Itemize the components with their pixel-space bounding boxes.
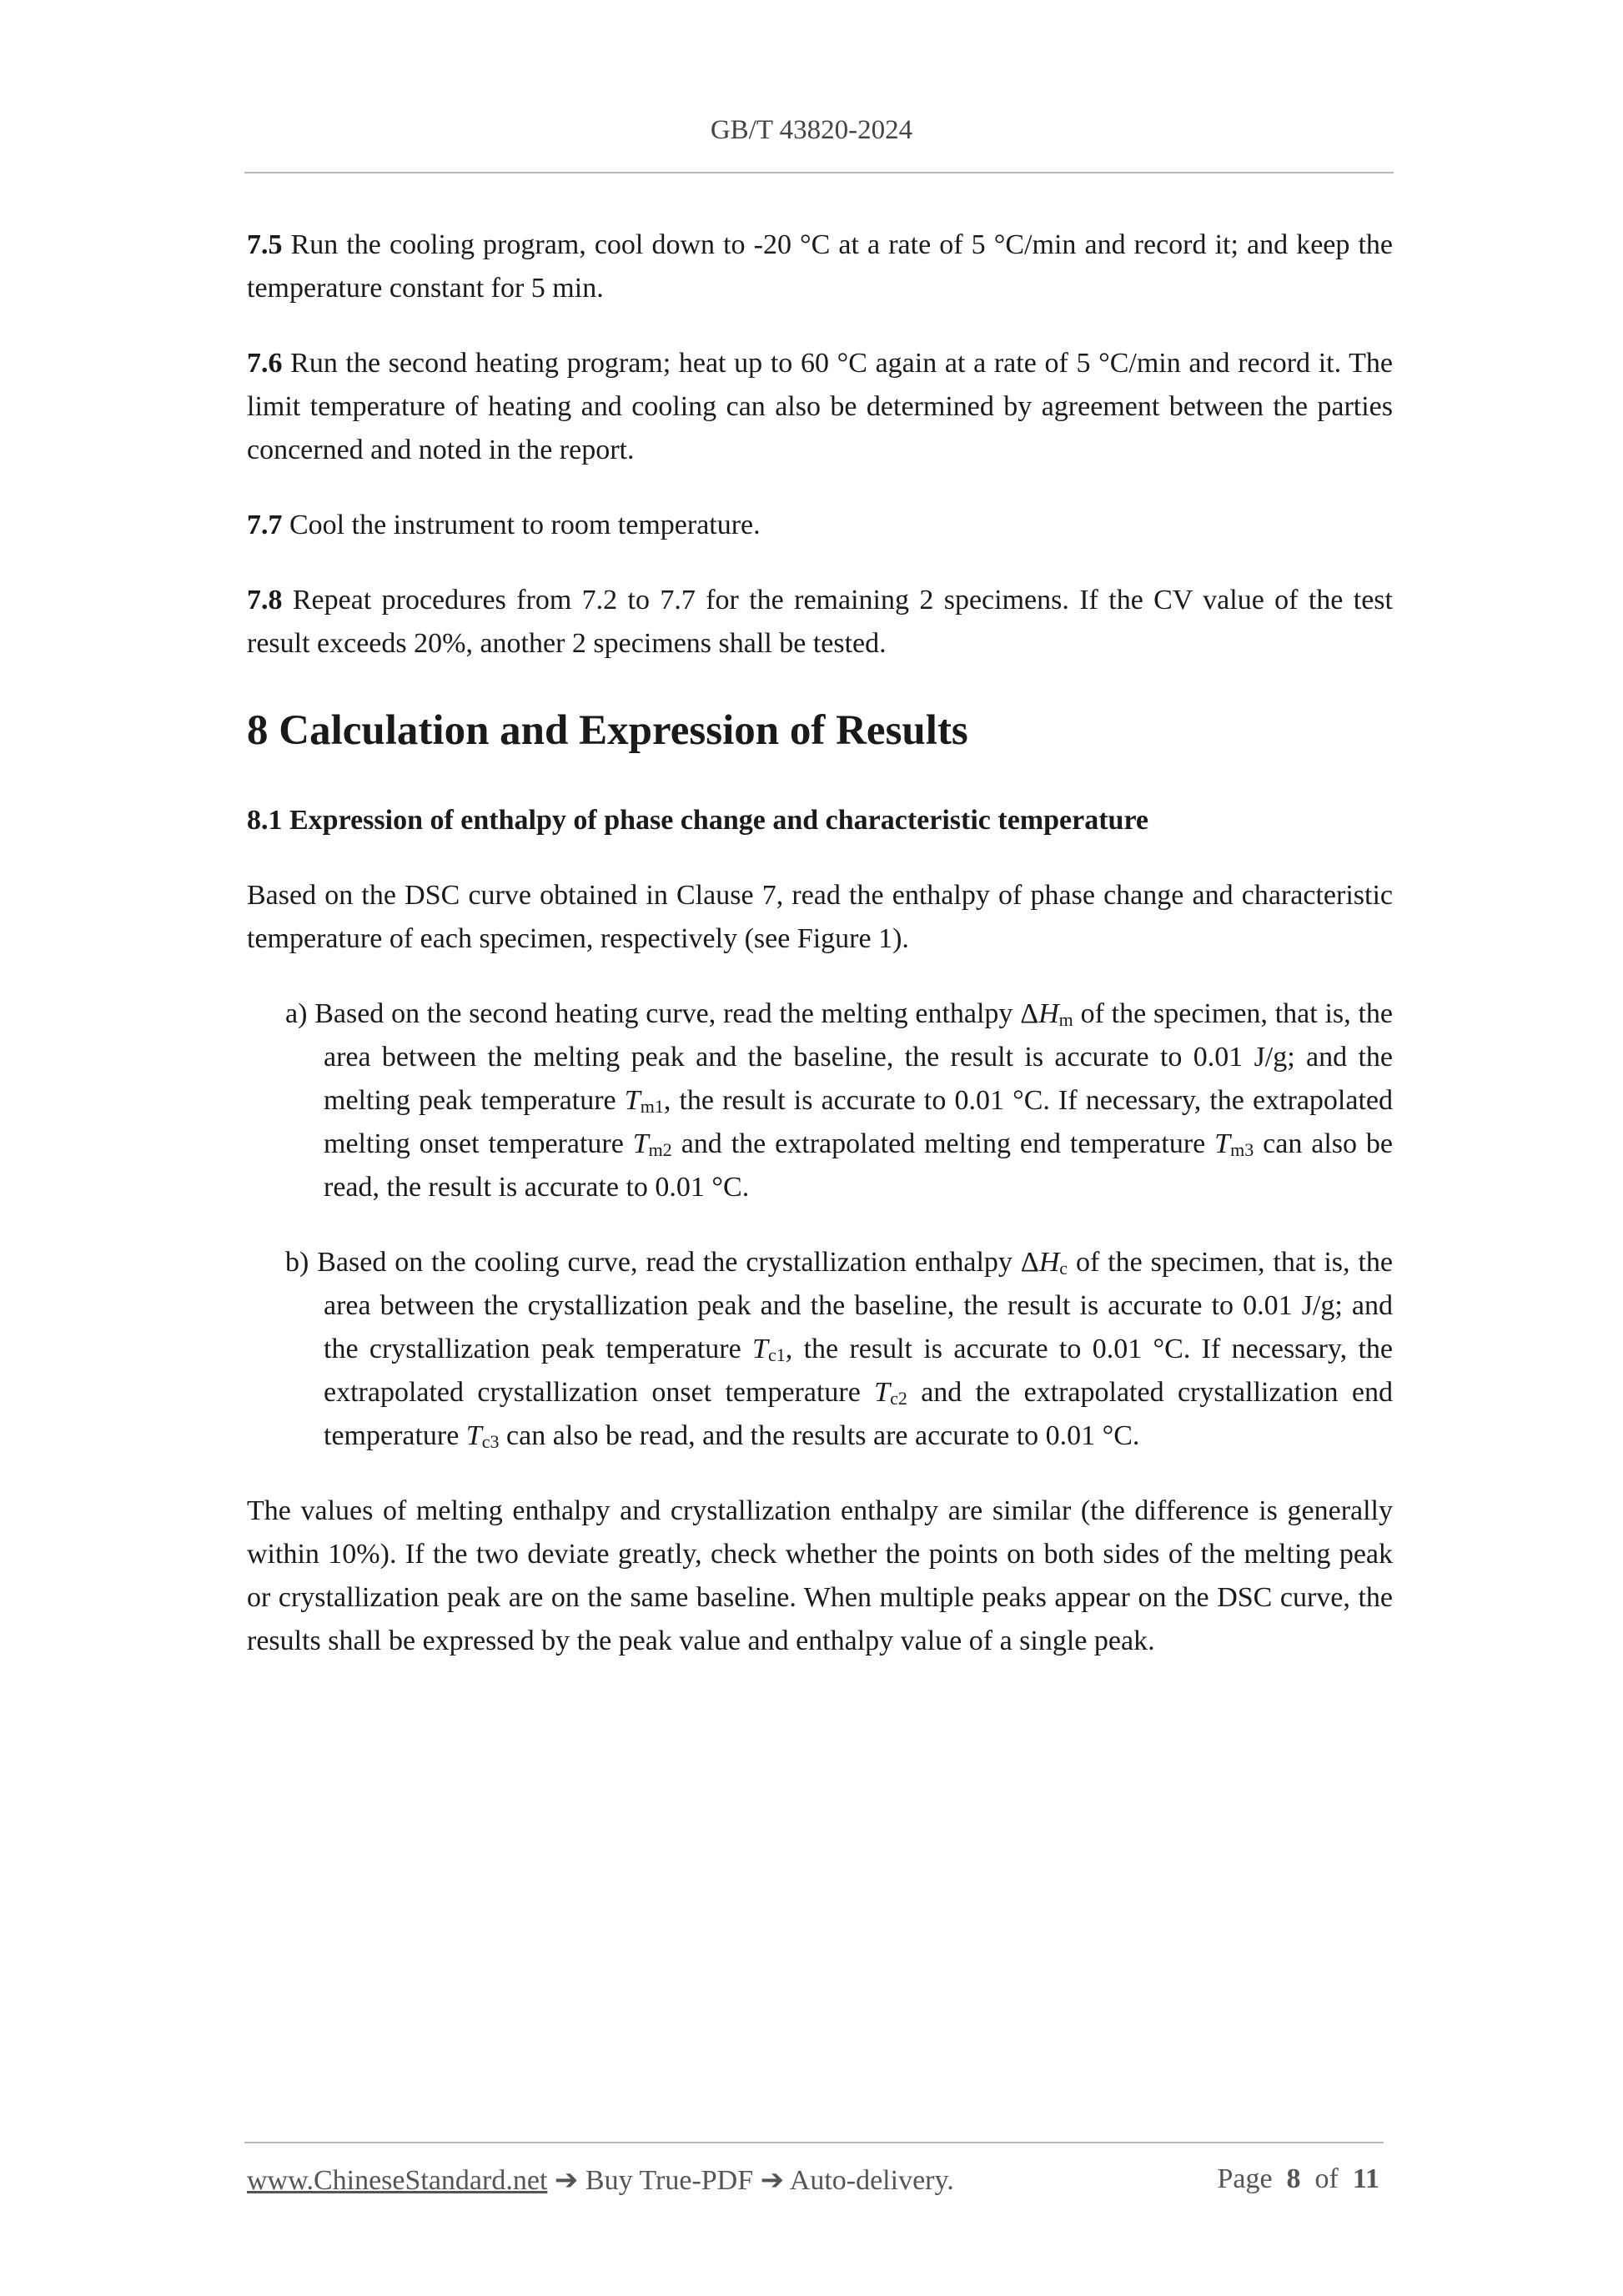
list-item-a: a) Based on the second heating curve, read the melting enthalpy $\Delta H_m$ of the specimen, that is, the area between the melting peak and the baseline, the result is accurate to 0.01 J/g; and the melting peak temperature $T_{m1}$, the result is accurate to 0.01 °C. If necessary, the extrapolated melting onset temperature $T_{m2}$ and the extrapolated melting end temperature $T_{m3}$ can also be read, the result is accurate to 0.01 °C. xyxy=(285,998,1394,1203)
clause-text: Run the second heating program; heat up to 60 °C again at a rate of 5 °C/min and record it. The limit temperature of heating and cooling can also be determined by agreement between the parties concerned and noted in the report. xyxy=(247,348,1393,465)
clause-7-7 xyxy=(247,504,1393,547)
clause-text: Run the cooling program, cool down to -20 °C at a rate of 5 °C/min and record it; and keep the temperature constant for 5 min. xyxy=(247,229,1393,304)
footer-promo xyxy=(247,2163,954,2197)
clause-7-6 xyxy=(247,342,1393,472)
document-body xyxy=(247,224,1393,1695)
section-8-1-intro: Based on the DSC curve obtained in Clause 7, read the enthalpy of phase change and characteristic temperature of each specimen, respectively (see Figure 1). xyxy=(247,880,1393,954)
page-footer xyxy=(247,2163,1379,2197)
list-item-b: b) Based on the cooling curve, read the crystallization enthalpy $\Delta H_c$ of the specimen, that is, the area between the crystallization peak and the baseline, the result is accurate to 0.01 J/g; and the crystallization peak temperature $T_{c1}$, the result is accurate to 0.01 °C. If necessary, the extrapolated crystallization onset temperature $T_{c2}$ and the extrapolated crystallization end temperature $T_{c3}$ can also be read, and the results are accurate to 0.01 °C. xyxy=(285,1247,1393,1452)
buy-pdf-text: Buy True-PDF xyxy=(578,2165,761,2196)
arrow-right-icon: ➔ xyxy=(554,2165,579,2196)
clause-7-8 xyxy=(247,579,1393,666)
header-divider xyxy=(244,172,1394,173)
document-header: GB/T 43820-2024 xyxy=(710,115,913,145)
arrow-right-icon: ➔ xyxy=(760,2165,785,2196)
page-indicator: Page 8 of 11 xyxy=(1217,2163,1379,2194)
section-8-1-closing: The values of melting enthalpy and crystallization enthalpy are similar (the difference is generally within 10%). If the two deviate greatly, check whether the points on both sides of the melting peak or crystallization peak are on the same baseline. When multiple peaks appear on the DSC curve, the results shall be expressed by the peak value and enthalpy value of a single peak. xyxy=(247,1495,1393,1656)
clause-number: 7.8 xyxy=(247,585,283,615)
current-page: 8 xyxy=(1286,2163,1301,2194)
clause-7-5 xyxy=(247,224,1393,310)
clause-number: 7.6 xyxy=(247,348,283,379)
total-pages: 11 xyxy=(1352,2163,1379,2194)
section-8-heading: 8 Calculation and Expression of Results xyxy=(247,707,968,754)
footer-divider xyxy=(244,2142,1384,2143)
clause-text: Repeat procedures from 7.2 to 7.7 for the remaining 2 specimens. If the CV value of the test result exceeds 20%, another 2 specimens shall be tested. xyxy=(247,585,1393,659)
website-link[interactable]: www.ChineseStandard.net xyxy=(247,2165,548,2196)
clause-number: 7.7 xyxy=(247,510,283,540)
clause-number: 7.5 xyxy=(247,229,283,260)
auto-delivery-text: Auto-delivery. xyxy=(784,2165,954,2196)
section-8-1-heading: 8.1 Expression of enthalpy of phase change and characteristic temperature xyxy=(247,805,1149,836)
clause-text: Cool the instrument to room temperature. xyxy=(282,510,761,540)
